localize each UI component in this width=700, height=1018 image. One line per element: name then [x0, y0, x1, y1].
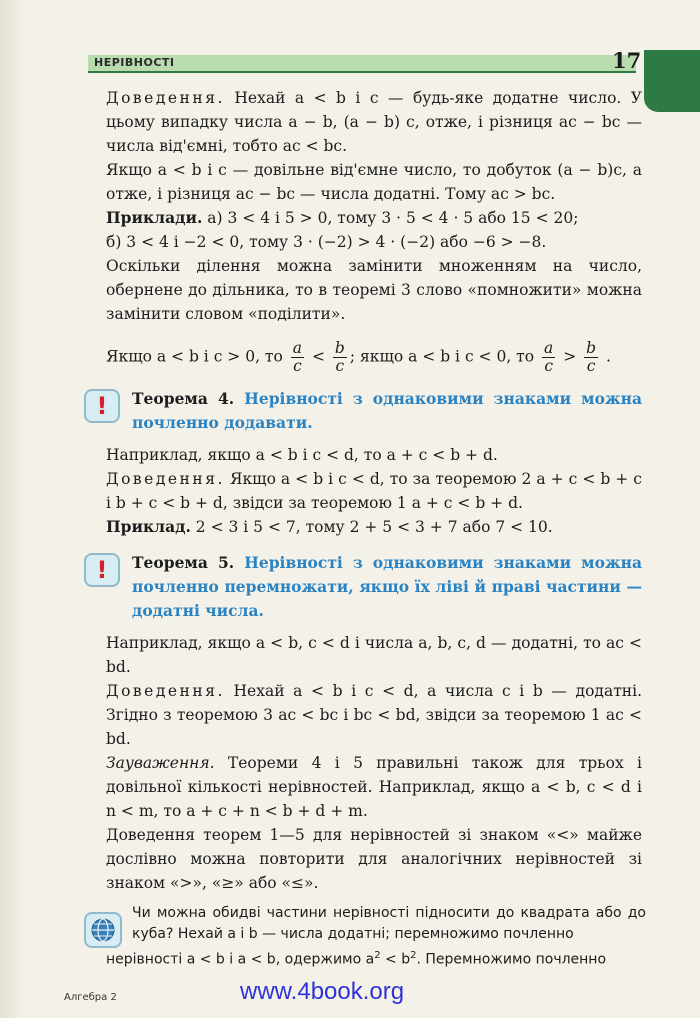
proof-text: Нехай a < b і c — будь-яке додатне число. У цьому випадку числа a − b, (a − b) c, отже, і різниця ac − bc — числа від'ємні, тобто ac < bc.: [106, 89, 642, 155]
examples-label: Приклади.: [106, 208, 203, 227]
fraction-b-over-c: $\frac{b}{c}$: [334, 339, 345, 375]
remark: [106, 751, 642, 823]
exclamation-icon: !: [84, 553, 120, 587]
proof-1: [106, 86, 642, 158]
paragraph-3: Оскільки ділення можна замінити множенням на число, обернене до дільника, то в теоремі 3 слово «помножити» можна замінити словом «поділити».: [106, 257, 642, 323]
page-edge: [0, 0, 26, 1018]
frac-text-1: Якщо a < b і c > 0, то: [106, 347, 283, 366]
watermark-url[interactable]: www.4book.org: [240, 978, 405, 1005]
page-content: [96, 86, 642, 895]
chapter-tab: [644, 50, 700, 112]
theorem-4: [96, 387, 642, 435]
frac-end: .: [606, 347, 611, 366]
paragraph-2: Якщо a < b і c — довільне від'ємне число, то добуток (a − b)c, а отже, і різниця ac − bc — числа додатні. Тому ac > bc.: [106, 161, 642, 203]
question-line-1: Чи можна обидві частини нерівності підносити до квадрата або до куба? Нехай a і b — числа додатні; перемножимо почленно: [132, 905, 646, 942]
theorem-5-text: Нерівності з однаковими знаками можна почленно перемножати, якщо їх ліві й праві частини — додатні числа.: [132, 553, 642, 620]
remark-label: Зауваження.: [106, 754, 215, 772]
less-sign: <: [311, 347, 325, 366]
example-4-label: Приклад.: [106, 517, 191, 536]
fraction-b-over-c-2: $\frac{b}{c}$: [586, 339, 597, 375]
theorem-4-label: Теорема 4.: [132, 389, 235, 408]
greater-sign: >: [563, 347, 577, 366]
proof-5-text: Нехай a < b і c < d, а числа c і b — додатні. Згідно з теоремою 3 ac < bc і bc < bd, звідси за теоремою 1 ac < bd.: [106, 682, 642, 748]
proof-5: [106, 679, 642, 751]
proof-4-label: Доведення.: [106, 470, 225, 488]
question-block: [106, 903, 646, 971]
paragraph-4: Наприклад, якщо a < b і c < d, то a + c < b + d.: [106, 446, 498, 464]
section-title: НЕРІВНОСТІ: [94, 56, 175, 69]
fraction-a-over-c-2: $\frac{a}{c}$: [544, 339, 554, 375]
theorem-5-label: Теорема 5.: [132, 553, 235, 572]
frac-text-2: ; якщо a < b і c < 0, то: [349, 347, 535, 366]
example-b: б) 3 < 4 і −2 < 0, тому 3 · (−2) > 4 · (−2) або −6 > −8.: [106, 233, 547, 251]
example-4-text: 2 < 3 і 5 < 7, тому 2 + 5 < 3 + 7 або 7 < 10.: [190, 518, 553, 536]
proof-4: [106, 467, 642, 515]
proof-label: Доведення.: [106, 89, 225, 107]
paragraph-6: Доведення теорем 1—5 для нерівностей зі знаком «<» майже дослівно можна повторити для аналогічних нерівностей зі знаком «>», «≥» або «≤».: [106, 826, 642, 892]
paragraph-5: Наприклад, якщо a < b, c < d і числа a, b, c, d — додатні, то ac < bd.: [106, 634, 642, 676]
fraction-rule: [106, 340, 642, 375]
fraction-a-over-c: $\frac{a}{c}$: [292, 339, 303, 375]
exclamation-icon: !: [84, 389, 120, 423]
proof-5-label: Доведення.: [106, 682, 225, 700]
example-4: [106, 515, 642, 539]
example-a: а) 3 < 4 і 5 > 0, тому 3 · 5 < 4 · 5 або 15 < 20;: [202, 209, 579, 227]
question-line-2: нерівності a < b і a < b, одержимо $a^2 < b^2$. Перемножимо почленно: [106, 950, 607, 968]
page-number: 17: [612, 48, 642, 73]
section-header: [88, 55, 636, 73]
theorem-5: [96, 551, 642, 623]
proof-4-text: Якщо a < b і c < d, то за теоремою 2 a + c < b + c і b + c < b + d, звідси за теоремою 1 a + c < b + d.: [106, 470, 642, 512]
theorem-4-text: Нерівності з однаковими знаками можна почленно додавати.: [132, 389, 642, 432]
footer-label: Алгебра 2: [64, 992, 117, 1003]
remark-text: Теореми 4 і 5 правильні також для трьох і довільної кількості нерівностей. Наприклад, якщо a < b, c < d і n < m, то a + c + n < b + d + m.: [106, 754, 642, 820]
examples-1: [106, 206, 642, 254]
